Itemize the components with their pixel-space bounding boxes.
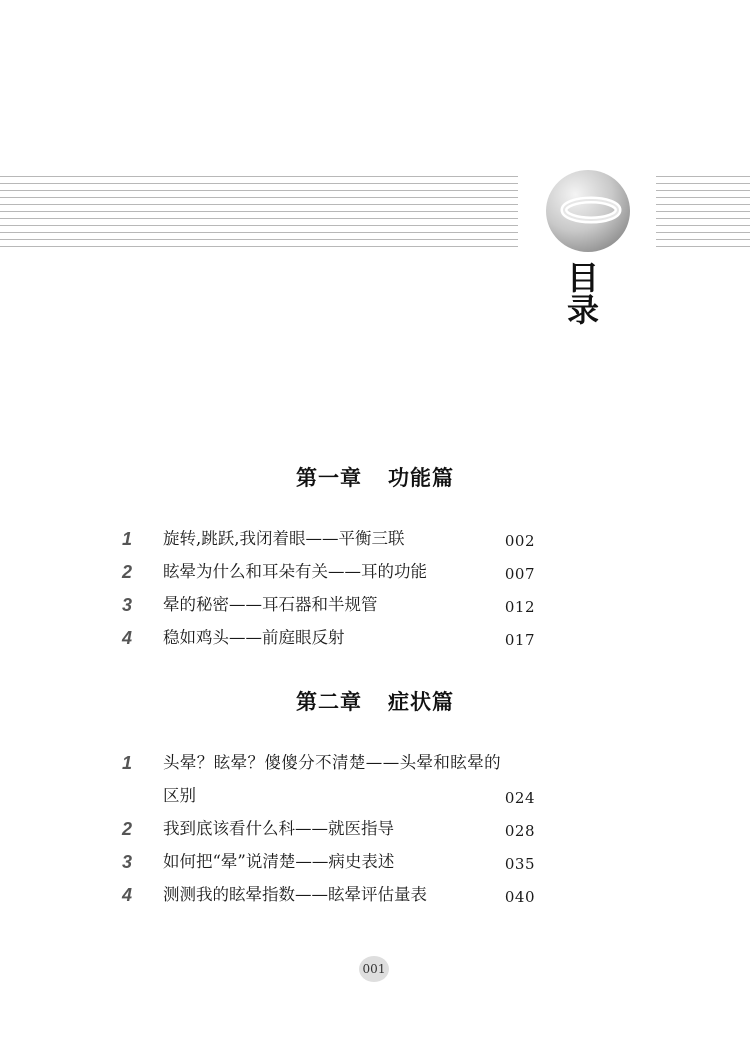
entry-title: 如何把“晕”说清楚——病史表述 <box>163 852 395 871</box>
entry-index: 3 <box>122 595 133 615</box>
chapter-number: 第一章 <box>296 465 362 490</box>
entry-page: 007 <box>504 565 535 583</box>
entry-page: 024 <box>504 789 535 807</box>
toc-entry-continuation[interactable] <box>0 781 750 814</box>
toc-entry[interactable] <box>0 590 750 623</box>
toc-entry[interactable] <box>0 524 750 557</box>
chapter-name: 功能篇 <box>388 465 454 490</box>
entry-title: 测测我的眩晕指数——眩晕评估量表 <box>163 885 427 904</box>
entry-title: 头晕？眩晕？傻傻分不清楚——头晕和眩晕的 <box>163 753 501 772</box>
entry-title: 我到底该看什么科——就医指导 <box>163 819 394 838</box>
entry-title-continuation: 区别 <box>163 786 196 805</box>
entry-index: 1 <box>122 529 133 549</box>
toc-entry[interactable] <box>0 623 750 656</box>
entry-index: 4 <box>122 885 133 905</box>
entry-page: 002 <box>504 532 535 550</box>
entry-page: 035 <box>504 855 535 873</box>
page-number: 001 <box>359 956 389 982</box>
chapter-2-entries <box>0 748 750 913</box>
entry-page: 040 <box>504 888 535 906</box>
entry-page: 017 <box>504 631 535 649</box>
entry-title: 眩晕为什么和耳朵有关——耳的功能 <box>163 562 427 581</box>
toc-entry[interactable] <box>0 814 750 847</box>
entry-index: 1 <box>122 753 133 773</box>
entry-title: 稳如鸡头——前庭眼反射 <box>163 628 345 647</box>
toc-emblem-icon <box>543 168 633 254</box>
header-stripes-right <box>656 176 750 252</box>
entry-index: 2 <box>122 562 133 582</box>
toc-entry[interactable] <box>0 748 750 781</box>
entry-index: 3 <box>122 852 133 872</box>
entry-title: 旋转,跳跃,我闭着眼——平衡三联 <box>163 529 405 548</box>
toc-entry[interactable] <box>0 557 750 590</box>
chapter-heading <box>0 686 750 716</box>
toc-entry[interactable] <box>0 880 750 913</box>
entry-title: 晕的秘密——耳石器和半规管 <box>163 595 378 614</box>
entry-index: 2 <box>122 819 133 839</box>
toc-title-char-2: 录 <box>566 291 599 329</box>
toc-title <box>560 259 606 329</box>
entry-index: 4 <box>122 628 133 648</box>
chapter-heading <box>0 462 750 492</box>
chapter-number: 第二章 <box>296 689 362 714</box>
chapter-1-entries <box>0 524 750 656</box>
toc-entry[interactable] <box>0 847 750 880</box>
chapter-name: 症状篇 <box>388 689 454 714</box>
toc-title-char-1: 目 <box>566 259 599 297</box>
entry-page: 028 <box>504 822 535 840</box>
header-stripes-left <box>0 176 518 252</box>
entry-page: 012 <box>504 598 535 616</box>
